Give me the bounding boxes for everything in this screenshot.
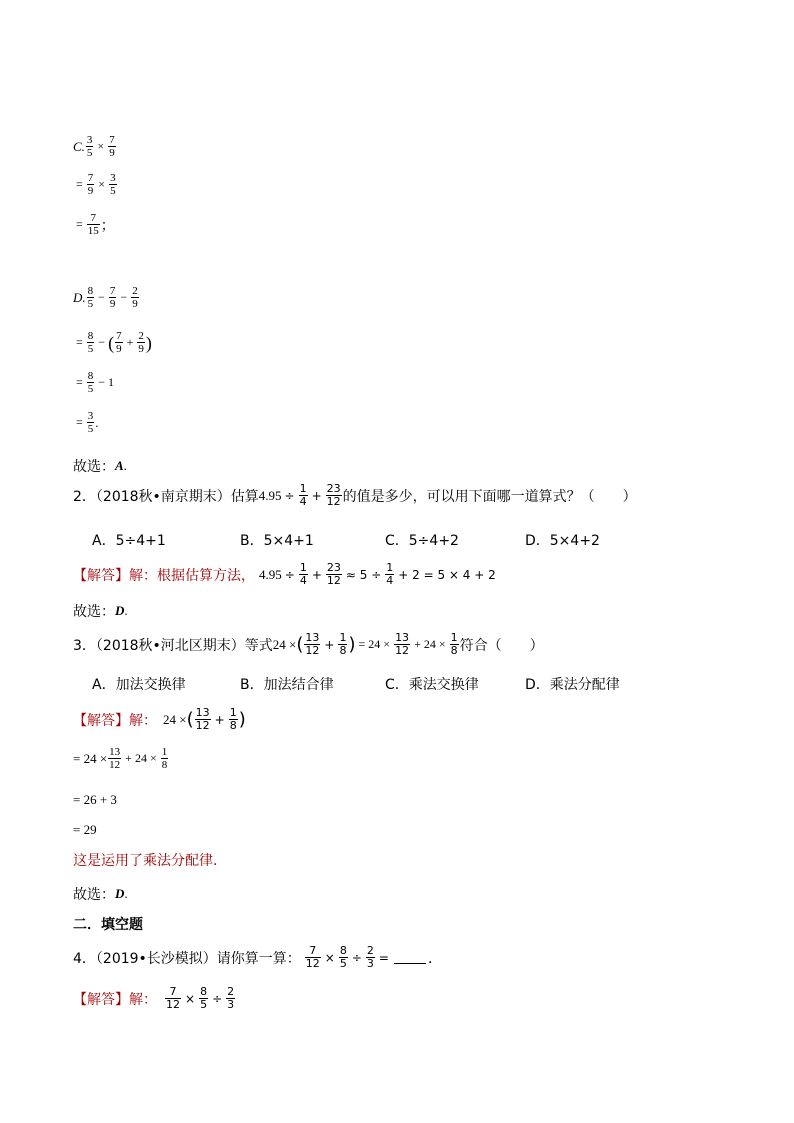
operator: × <box>98 177 106 191</box>
fraction <box>450 632 459 657</box>
fraction <box>161 746 169 771</box>
denominator: 12 <box>305 644 320 657</box>
fraction <box>87 330 95 355</box>
denominator: 12 <box>326 495 341 508</box>
q3-answer-line <box>73 707 246 732</box>
denominator: 3 <box>366 957 374 970</box>
denominator: 5 <box>87 343 94 355</box>
denominator: 4 <box>299 574 307 587</box>
answer-lead: 解： <box>129 991 157 1008</box>
operator: ÷ <box>212 991 223 1006</box>
fraction <box>394 632 410 657</box>
denominator: 4 <box>386 574 394 587</box>
numerator: 7 <box>169 985 177 998</box>
equals: = <box>76 415 83 429</box>
fraction <box>108 134 116 159</box>
punctuation: . <box>95 414 99 430</box>
operator: − <box>98 335 106 349</box>
denominator: 5 <box>87 383 94 395</box>
numerator: 8 <box>87 330 94 342</box>
question-text: 4．（2019•长沙模拟）请你算一算： <box>73 950 301 967</box>
q3-option-a: A．加法交换律 <box>92 677 186 693</box>
fraction <box>226 986 235 1011</box>
denominator: 9 <box>109 147 115 159</box>
question-3-stem <box>73 632 544 657</box>
answer-lead: 解：根据估算方法， <box>129 567 255 584</box>
numerator: 1 <box>229 706 237 719</box>
option-d-line-4 <box>73 410 99 435</box>
question-text: 3．（2018秋•河北区期末）等式 <box>73 637 273 654</box>
fraction <box>165 986 181 1011</box>
numerator: 2 <box>132 285 138 297</box>
punctuation: . <box>124 886 128 901</box>
answer-tag: 【解答】 <box>73 712 129 729</box>
punctuation: ； <box>100 217 115 234</box>
option-c-label: C. <box>73 138 85 154</box>
fraction <box>326 562 342 587</box>
equals: = <box>76 375 83 389</box>
equals: = <box>76 217 83 231</box>
numerator: 7 <box>116 330 122 342</box>
numerator: 13 <box>395 631 410 644</box>
answer-lead: 解： <box>129 712 157 729</box>
operator: + <box>311 567 322 582</box>
denominator: 9 <box>138 343 144 355</box>
option-c-line-2 <box>73 172 118 197</box>
denominator: 5 <box>110 185 116 197</box>
answer-tag: 【解答】 <box>73 567 129 584</box>
numerator: 7 <box>109 285 116 297</box>
answer-blank[interactable] <box>394 951 426 964</box>
fraction <box>199 986 208 1011</box>
denominator: 8 <box>161 759 168 771</box>
denominator: 12 <box>166 998 180 1011</box>
fraction <box>87 285 95 310</box>
numerator: 1 <box>161 746 168 758</box>
fraction <box>366 945 375 970</box>
right-paren: ) <box>238 708 246 730</box>
numerator: 2 <box>138 330 144 342</box>
q4-answer-line <box>73 986 236 1011</box>
numerator: 13 <box>195 706 210 719</box>
numerator: 13 <box>305 631 320 644</box>
fraction <box>339 945 348 970</box>
section-heading: 二．填空题 <box>73 917 143 933</box>
denominator: 3 <box>227 998 235 1011</box>
operator: ÷ <box>284 488 295 503</box>
right-paren: ) <box>348 633 356 655</box>
denominator: 12 <box>195 719 210 732</box>
choose-line-1 <box>73 456 127 476</box>
left-paren: ( <box>186 708 194 730</box>
option-c-line-3 <box>73 212 115 237</box>
fraction <box>305 945 321 970</box>
expression-part: 24 × <box>163 711 187 727</box>
numerator: 8 <box>87 370 94 382</box>
operator: − <box>98 290 105 304</box>
option-c-line-1 <box>73 134 117 159</box>
denominator: 12 <box>395 644 410 657</box>
punctuation: ． <box>427 950 442 967</box>
left-paren: ( <box>296 633 304 655</box>
denominator: 9 <box>109 298 116 310</box>
fraction <box>87 410 95 435</box>
operator: × <box>97 139 105 153</box>
q2-answer-line <box>73 562 499 587</box>
expression-tail: − 1 <box>98 375 115 389</box>
numerator: 8 <box>339 944 347 957</box>
fraction <box>87 212 100 237</box>
fraction <box>338 632 347 657</box>
right-paren: ) <box>145 332 152 353</box>
numerator: 1 <box>339 631 347 644</box>
equals: = <box>378 950 389 965</box>
denominator: 5 <box>87 298 94 310</box>
denominator: 5 <box>339 957 347 970</box>
q3-step-2 <box>73 746 169 771</box>
operator: + <box>214 712 225 727</box>
q3-option-c: C．乘法交换律 <box>385 677 479 693</box>
question-4-stem <box>73 945 442 970</box>
numerator: 1 <box>299 561 307 574</box>
q3-option-b: B．加法结合律 <box>240 677 334 693</box>
fraction <box>86 134 94 159</box>
choose-value: D <box>115 886 125 901</box>
fraction <box>304 632 320 657</box>
option-d-line-2 <box>73 330 152 355</box>
numerator: 7 <box>109 134 115 146</box>
numerator: 8 <box>87 285 94 297</box>
numerator: 1 <box>450 631 458 644</box>
operator: + <box>126 335 134 349</box>
option-d-line-3 <box>73 370 117 395</box>
operator: + <box>311 488 322 503</box>
expression-part: = 24 × <box>73 750 108 766</box>
operator: ÷ <box>351 950 362 965</box>
numerator: 13 <box>109 746 121 758</box>
question-2-stem <box>73 483 637 508</box>
fraction <box>87 172 95 197</box>
denominator: 9 <box>116 343 122 355</box>
fraction <box>385 562 394 587</box>
numerator: 23 <box>326 482 341 495</box>
option-d-label: D. <box>73 289 86 305</box>
expression-tail: + 2 = 5 × 4 + 2 <box>398 567 496 582</box>
equals: = <box>76 177 83 191</box>
number: 4.95 <box>259 566 282 582</box>
question-text: 的值是多少，可以用下面哪一道算式？（ ） <box>342 488 637 505</box>
numerator: 7 <box>90 212 97 224</box>
fraction <box>108 746 121 771</box>
operator: + <box>324 637 335 652</box>
fraction <box>131 285 139 310</box>
fraction <box>115 330 123 355</box>
q3-step-4: = 29 <box>73 822 97 837</box>
fraction <box>109 172 117 197</box>
punctuation: . <box>123 458 127 473</box>
numerator: 7 <box>309 944 317 957</box>
operator: × <box>185 991 196 1006</box>
operator: ÷ <box>284 567 295 582</box>
numerator: 1 <box>299 482 307 495</box>
option-d-line-1 <box>73 285 140 310</box>
numerator: 7 <box>87 172 94 184</box>
denominator: 12 <box>109 759 121 771</box>
choose-line-2 <box>73 601 128 621</box>
q2-option-b: B．5×4+1 <box>240 533 314 549</box>
left-paren: ( <box>108 332 115 353</box>
denominator: 8 <box>229 719 237 732</box>
denominator: 5 <box>200 998 208 1011</box>
choose-line-3 <box>73 884 128 904</box>
fraction <box>299 483 308 508</box>
fraction <box>87 370 95 395</box>
expression-part: = 24 × <box>358 637 391 651</box>
q3-option-d: D．乘法分配律 <box>525 677 620 693</box>
expression-part: + 24 × <box>414 637 446 651</box>
numerator: 2 <box>227 985 235 998</box>
denominator: 9 <box>87 185 94 197</box>
choose-label: 故选： <box>73 459 115 475</box>
denominator: 8 <box>450 644 458 657</box>
punctuation: . <box>124 603 128 618</box>
fraction <box>137 330 145 355</box>
question-text: 2．（2018秋•南京期末）估算 <box>73 488 259 505</box>
numerator: 8 <box>200 985 208 998</box>
q3-note: 这是运用了乘法分配律． <box>73 853 227 869</box>
numerator: 3 <box>87 410 94 422</box>
fraction <box>109 285 117 310</box>
fraction <box>299 562 308 587</box>
denominator: 9 <box>132 298 138 310</box>
q2-option-a: A．5÷4+1 <box>92 533 166 549</box>
q2-option-d: D．5×4+2 <box>525 533 600 549</box>
q3-step-3: = 26 + 3 <box>73 792 117 807</box>
numerator: 1 <box>386 561 394 574</box>
question-text: 符合（ ） <box>459 637 544 654</box>
equals: = <box>76 335 83 349</box>
choose-label: 故选： <box>73 604 115 620</box>
denominator: 5 <box>86 147 93 159</box>
denominator: 15 <box>87 225 99 237</box>
numerator: 3 <box>110 172 116 184</box>
fraction <box>195 707 211 732</box>
numerator: 23 <box>326 561 341 574</box>
choose-label: 故选： <box>73 887 115 903</box>
choose-value: A <box>115 458 124 473</box>
answer-tag: 【解答】 <box>73 991 129 1008</box>
denominator: 12 <box>326 574 341 587</box>
numerator: 3 <box>86 134 93 146</box>
fraction <box>326 483 342 508</box>
number: 4.95 <box>258 487 282 503</box>
operator: × <box>324 950 335 965</box>
denominator: 12 <box>305 957 320 970</box>
fraction <box>229 707 238 732</box>
expression-part: 24 × <box>272 636 297 652</box>
q2-option-c: C．5÷4+2 <box>385 533 459 549</box>
operator: − <box>120 290 128 304</box>
denominator: 4 <box>299 495 307 508</box>
denominator: 5 <box>87 423 94 435</box>
denominator: 8 <box>339 644 347 657</box>
expression-part: ≈ 5 ÷ <box>345 567 382 582</box>
numerator: 2 <box>366 944 374 957</box>
choose-value: D <box>115 603 125 618</box>
expression-part: + 24 × <box>125 751 157 765</box>
